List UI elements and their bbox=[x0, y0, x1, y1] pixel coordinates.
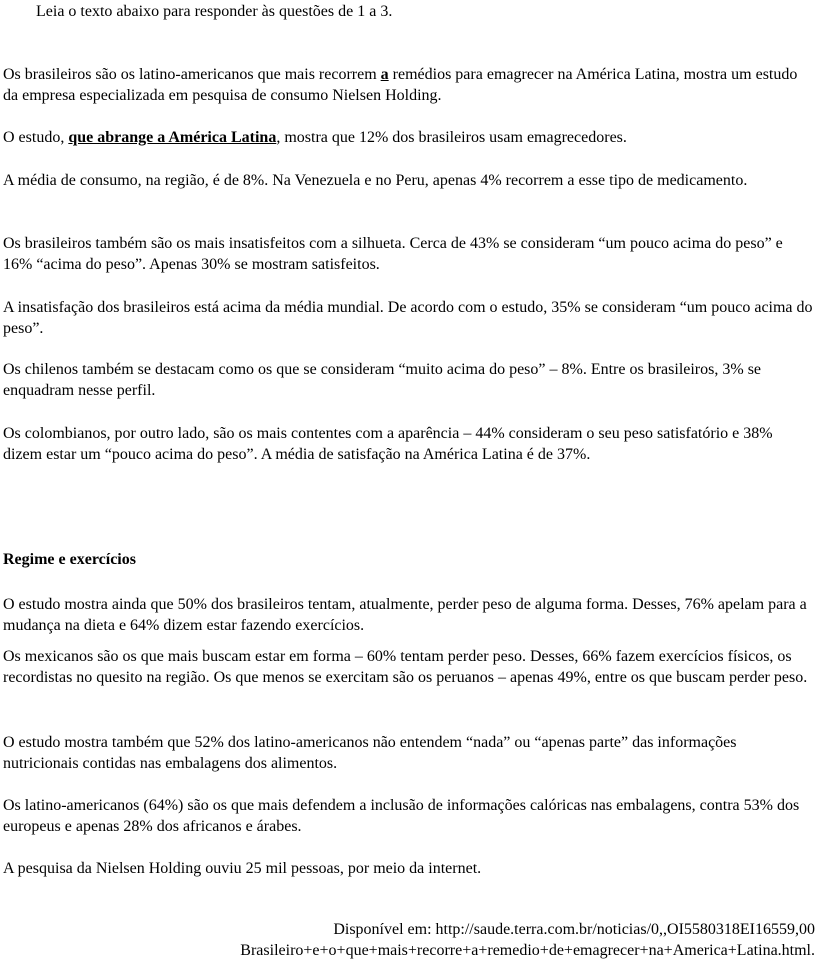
instruction-text: Leia o texto abaixo para responder às questões de 1 a 3. bbox=[36, 3, 393, 20]
paragraph-3: A média de consumo, na região, é de 8%. Na Venezuela e no Peru, apenas 4% recorrem a esse tipo de medicamento. bbox=[3, 172, 748, 189]
paragraph-9: Os mexicanos são os que mais buscam estar em forma – 60% tentam perder peso. Desses, 66% fazem exercícios físicos, os recordistas no quesito na região. Os que menos se exercitam são os peruanos – apenas 49%, entre os que buscam perder peso. bbox=[3, 648, 808, 686]
paragraph-5: A insatisfação dos brasileiros está acima da média mundial. De acordo com o estudo, 35% se consideram “um pouco acima do peso”. bbox=[3, 299, 813, 337]
highlighted-phrase: que abrange a América Latina bbox=[68, 129, 277, 146]
paragraph-2 bbox=[3, 127, 815, 148]
paragraph-1-start: Os brasileiros são os latino-americanos que mais recorrem bbox=[3, 66, 381, 83]
paragraph-7: Os colombianos, por outro lado, são os mais contentes com a aparência – 44% consideram o seu peso satisfatório e 38% dizem estar um “pouco acima do peso”. A média de satisfação na América Latina é de 37%. bbox=[3, 425, 773, 463]
paragraph-1-end: remédios para emagrecer na América Latina, mostra um estudo da empresa especializada em pesquisa de consumo Nielsen Holding. bbox=[3, 66, 798, 104]
paragraph-11: Os latino-americanos (64%) são os que mais defendem a inclusão de informações calóricas nas embalagens, contra 53% dos europeus e apenas 28% dos africanos e árabes. bbox=[3, 797, 800, 835]
source-line-2: Brasileiro+e+o+que+mais+recorre+a+remedio+de+emagrecer+na+America+Latina.html. bbox=[240, 942, 815, 959]
paragraph-1 bbox=[3, 64, 815, 106]
source-citation bbox=[3, 919, 815, 961]
source-line-1: Disponível em: http://saude.terra.com.br/noticias/0,,OI5580318EI16559,00 bbox=[333, 921, 815, 938]
paragraph-2-start: O estudo, bbox=[3, 129, 69, 146]
paragraph-6: Os chilenos também se destacam como os que se consideram “muito acima do peso” – 8%. Entre os brasileiros, 3% se enquadram nesse perfil. bbox=[3, 361, 762, 399]
paragraph-4: Os brasileiros também são os mais insatisfeitos com a silhueta. Cerca de 43% se consideram “um pouco acima do peso” e 16% “acima do peso”. Apenas 30% se mostram satisfeitos. bbox=[3, 235, 783, 273]
paragraph-8: O estudo mostra ainda que 50% dos brasileiros tentam, atualmente, perder peso de alguma forma. Desses, 76% apelam para a mudança na dieta e 64% dizem estar fazendo exercícios. bbox=[3, 596, 807, 634]
highlighted-word-a: a bbox=[380, 66, 389, 83]
section-heading: Regime e exercícios bbox=[3, 551, 136, 568]
paragraph-2-end: , mostra que 12% dos brasileiros usam emagrecedores. bbox=[276, 129, 627, 146]
paragraph-12: A pesquisa da Nielsen Holding ouviu 25 mil pessoas, por meio da internet. bbox=[3, 860, 482, 877]
paragraph-10: O estudo mostra também que 52% dos latino-americanos não entendem “nada” ou “apenas parte” das informações nutricionais contidas nas embalagens dos alimentos. bbox=[3, 734, 737, 772]
